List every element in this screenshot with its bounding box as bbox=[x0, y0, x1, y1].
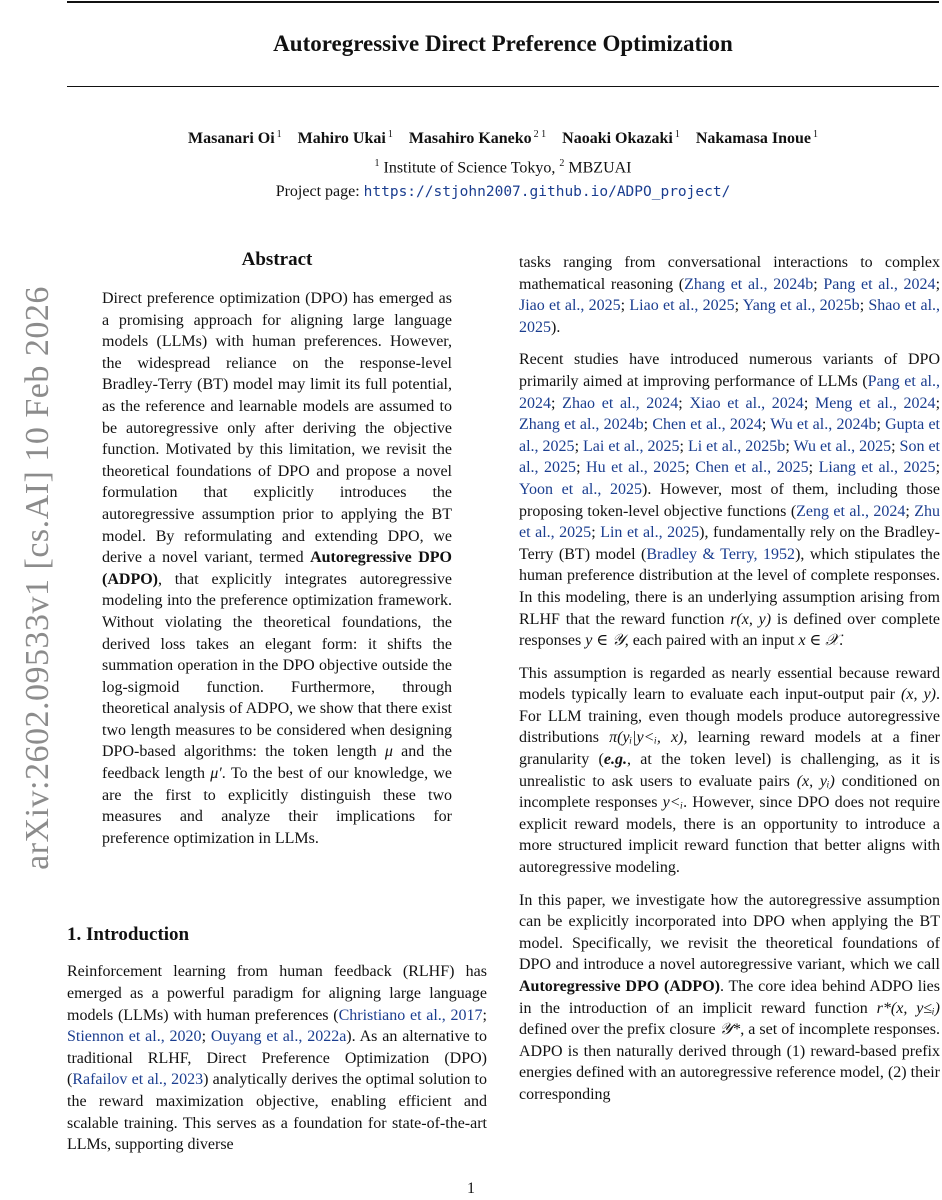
abstract-paragraph: Direct preference optimization (DPO) has emerged as a promising approach for aligning large language models (LLMs) with human preferences. However, the widespread reliance on the response-level Bradley-Terry (BT) model may limit its full potential, as the reference and learnable models are assumed to be autoregressive only after deriving the objective function. Motivated by this limitation, we revisit the theoretical foundations of DPO and propose a novel formulation that explicitly introduces the autoregressive assumption prior to applying the BT model. By reformulating and extending DPO, we derive a novel variant, termed Autoregressive DPO (ADPO), that explicitly integrates autoregressive modeling into the preference optimization framework. Without violating the theoretical foundations, the derived loss takes an elegant form: it shifts the summation operation in the DPO objective outside the log-sigmoid function. Furthermore, through theoretical analysis of ADPO, we show that there exist two length measures to be considered when designing DPO-based algorithms: the token length μ and the feedback length μ′. To the best of our knowledge, we are the first to explicitly distinguish these two measures and analyze their implications for preference optimization in LLMs. bbox=[102, 290, 453, 847]
title-bottom-rule bbox=[67, 86, 939, 87]
body-paragraph: This assumption is regarded as nearly essential because reward models typically learn to evaluate each input-output pair (x, y). For LLM training, even though models produce autoregressive distributions π(yᵢ|y<ᵢ, x), learning reward models at a finer granularity (e.g., at the token level) is challenging, as it is unrealistic to ask users to evaluate pairs (x, yᵢ) conditioned on incomplete responses y<ᵢ. However, since DPO does not require explicit reward models, there is an opportunity to introduce a more structured implicit reward function that better aligns with autoregressive modeling. bbox=[519, 664, 941, 877]
citation-link[interactable]: Liao et al., 2025 bbox=[629, 297, 735, 315]
citation-link[interactable]: Chen et al., 2025 bbox=[695, 459, 809, 477]
abstract-heading: Abstract bbox=[241, 249, 313, 270]
citation-link[interactable]: Jiao et al., 2025 bbox=[519, 297, 621, 315]
author-name: Nakamasa Inoue $^1$ bbox=[695, 129, 818, 148]
citation-link[interactable]: Son et al., 2025 bbox=[519, 437, 941, 477]
citation-link[interactable]: Zhang et al., 2024b bbox=[684, 275, 814, 293]
citation-link[interactable]: Zhang et al., 2024b bbox=[519, 416, 644, 434]
project-page-line bbox=[67, 181, 939, 203]
introduction-paragraph: Reinforcement learning from human feedback (RLHF) has emerged as a powerful paradigm for aligning large language models (LLMs) with human preferences (Christiano et al., 2017; Stiennon et al., 2020; Ouyang et al., 2022a). As an alternative to traditional RLHF, Direct Preference Optimization (DPO) (Rafailov et al., 2023) analytically derives the optimal solution to the reward maximization objective, enabling efficient and scalable training. This serves as a foundation for state-of-the-art LLMs, supporting diverse bbox=[67, 963, 488, 1154]
citation-link[interactable]: Meng et al., 2024 bbox=[814, 394, 936, 412]
citation-link[interactable]: Yang et al., 2025b bbox=[742, 297, 860, 315]
body-paragraph: In this paper, we investigate how the autoregressive assumption can be explicitly incorporated into DPO when applying the BT model. Specifically, we revisit the theoretical foundations of DPO and introduce a novel autoregressive variant, which we call Autoregressive DPO (ADPO). The core idea behind ADPO lies in the introduction of an implicit reward function r*(x, y≤ᵢ) defined over the prefix closure 𝒴*, a set of incomplete responses. ADPO is then naturally derived through (1) reward-based prefix energies defined with an autoregressive reference model, (2) their corresponding bbox=[519, 891, 941, 1103]
author-name: Masahiro Kaneko $^{2 1}$ bbox=[408, 129, 547, 148]
citation-link[interactable]: Rafailov et al., 2023 bbox=[72, 1071, 204, 1089]
author-name: Mahiro Ukai $^1$ bbox=[297, 129, 393, 148]
citation-link[interactable]: Gupta et al., 2025 bbox=[519, 416, 940, 455]
citation-link[interactable]: Zhao et al., 2024 bbox=[562, 394, 679, 412]
citation-link[interactable]: Zeng et al., 2024 bbox=[796, 502, 906, 520]
citation-link[interactable]: Ouyang et al., 2022a bbox=[210, 1028, 347, 1046]
citation-link[interactable]: Shao et al., 2025 bbox=[519, 297, 941, 336]
citation-link[interactable]: Li et al., 2025b bbox=[687, 437, 786, 455]
paper-title: Autoregressive Direct Preference Optimization bbox=[273, 31, 733, 56]
author-name: Naoaki Okazaki $^1$ bbox=[562, 129, 680, 148]
citation-link[interactable]: Bradley & Terry, 1952 bbox=[646, 545, 796, 563]
author-name: Masanari Oi $^1$ bbox=[188, 129, 282, 148]
author-list bbox=[67, 124, 939, 150]
citation-link[interactable]: Hu et al., 2025 bbox=[586, 459, 686, 477]
page-number: 1 bbox=[467, 1180, 475, 1197]
citation-link[interactable]: Lin et al., 2025 bbox=[600, 524, 700, 542]
citation-link[interactable]: Zhu et al., 2025 bbox=[519, 502, 940, 542]
citation-link[interactable]: Liang et al., 2025 bbox=[818, 459, 936, 477]
citation-link[interactable]: Pang et al., 2024 bbox=[823, 275, 936, 293]
citation-link[interactable]: Wu et al., 2025 bbox=[793, 437, 892, 455]
citation-link[interactable]: Xiao et al., 2024 bbox=[689, 394, 804, 412]
left-column bbox=[67, 248, 487, 1156]
arxiv-identifier: arXiv:2602.09533v1 [cs.AI] 10 Feb 2026 bbox=[19, 286, 56, 870]
citation-link[interactable]: Pang et al., 2024 bbox=[519, 372, 941, 412]
citation-link[interactable]: Chen et al., 2024 bbox=[652, 416, 762, 434]
project-page-link[interactable]: https://stjohn2007.github.io/ADPO_project/ bbox=[363, 184, 731, 200]
body-paragraph: Recent studies have introduced numerous variants of DPO primarily aimed at improving performance of LLMs (Pang et al., 2024; Zhao et al., 2024; Xiao et al., 2024; Meng et al., 2024; Zhang et al., 2024b; Chen et al., 2024; Wu et al., 2024b; Gupta et al., 2025; Lai et al., 2025; Li et al., 2025b; Wu et al., 2025; Son et al., 2025; Hu et al., 2025; Chen et al., 2025; Liang et al., 2025; Yoon et al., 2025). However, most of them, including those proposing token-level objective functions (Zeng et al., 2024; Zhu et al., 2025; Lin et al., 2025), fundamentally rely on the Bradley-Terry (BT) model (Bradley & Terry, 1952), which stipulates the human preference distribution at the level of complete responses. In this modeling, there is an underlying assumption arising from RLHF that the reward function r(x, y) is defined over complete responses y ∈ 𝒴, each paired with an input x ∈ 𝒳. bbox=[519, 351, 941, 650]
affiliations: $^1$ Institute of Science Tokyo, $^2$ MBZUAI bbox=[374, 158, 632, 177]
citation-link[interactable]: Lai et al., 2025 bbox=[583, 437, 680, 455]
citation-link[interactable]: Yoon et al., 2025 bbox=[519, 480, 643, 498]
project-page-label: Project page: bbox=[275, 183, 360, 200]
title-top-rule bbox=[67, 1, 939, 3]
right-column bbox=[519, 252, 940, 1117]
citation-link[interactable]: Wu et al., 2024b bbox=[770, 416, 877, 434]
citation-link[interactable]: Stiennon et al., 2020 bbox=[67, 1028, 202, 1046]
introduction-heading: 1. Introduction bbox=[67, 924, 190, 946]
body-paragraph: tasks ranging from conversational interactions to complex mathematical reasoning (Zhang et al., 2024b; Pang et al., 2024; Jiao et al., 2025; Liao et al., 2025; Yang et al., 2025b; Shao et al., 2025). bbox=[519, 254, 941, 336]
citation-link[interactable]: Christiano et al., 2017 bbox=[338, 1006, 483, 1024]
